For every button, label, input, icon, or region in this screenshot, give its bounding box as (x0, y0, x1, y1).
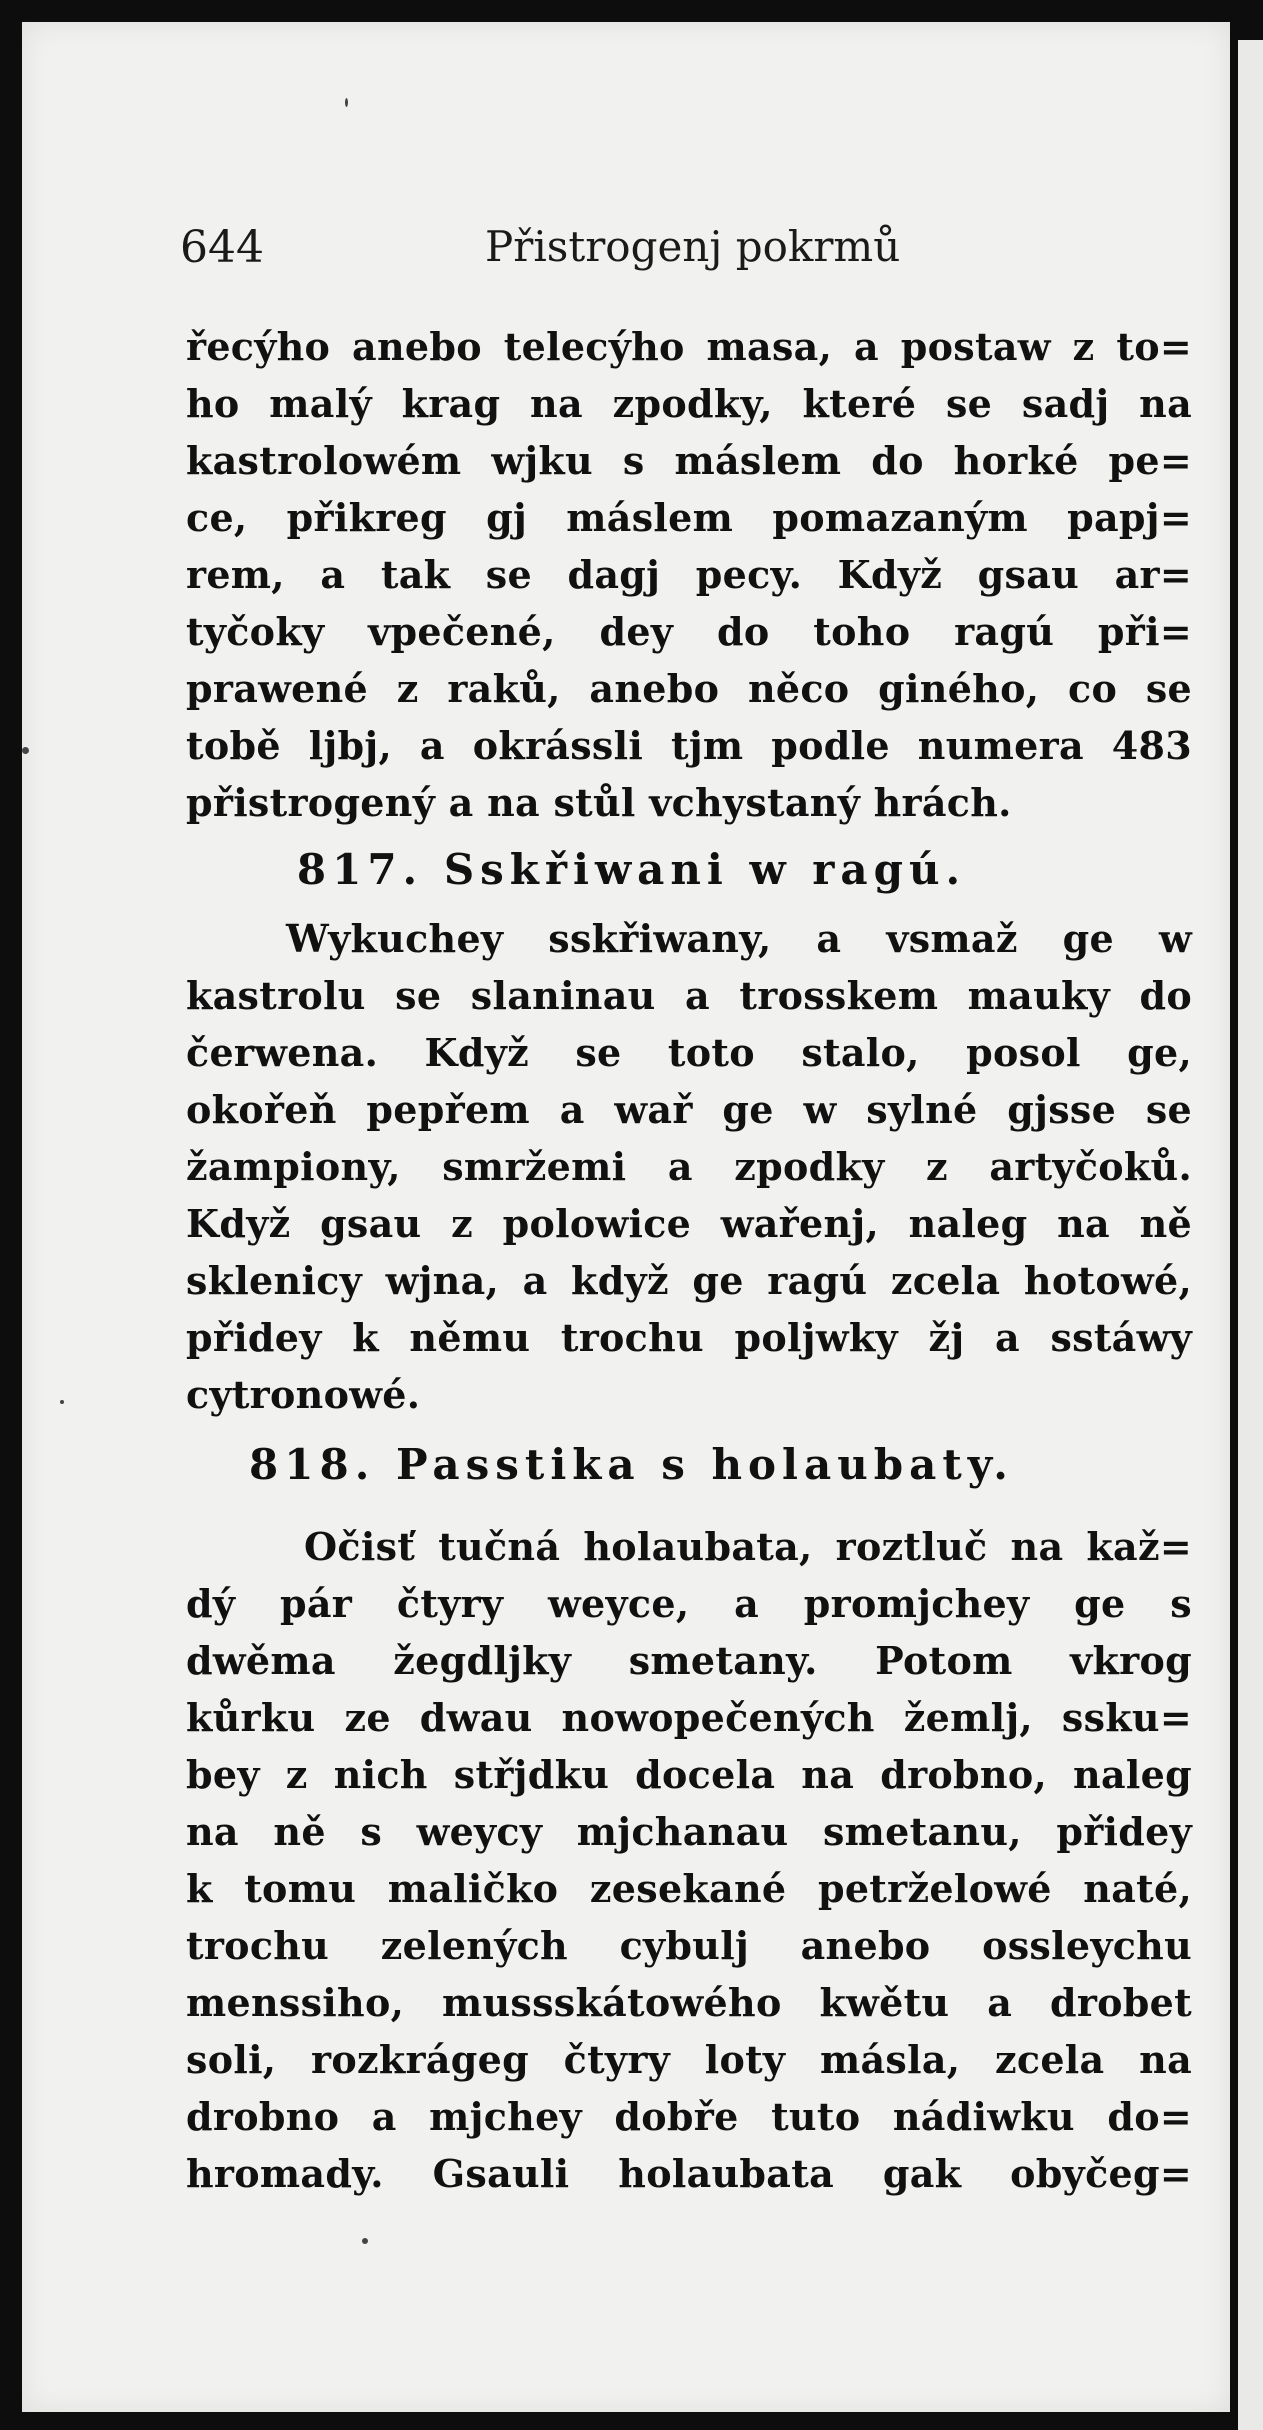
text-line: Očisť tučná holaubata, roztluč na kaž= (304, 1524, 1192, 1569)
text-line: dý pár čtyry weyce, a promjchey ge s (186, 1581, 1192, 1626)
text-line: kastrolu se slaninau a trosskem mauky do (186, 973, 1192, 1018)
text-line: přidey k němu trochu poljwky žj a sstáwy (186, 1315, 1192, 1360)
text-line: sklenicy wjna, a když ge ragú zcela hotowé, (186, 1258, 1192, 1303)
recipe-heading-818 (0, 1440, 1263, 1489)
text-line: soli, rozkrágeg čtyry loty másla, zcela na (186, 2037, 1192, 2082)
text-line: Wykuchey sskřiwany, a vsmaž ge w (286, 916, 1192, 961)
text-line: cytronowé. (186, 1372, 421, 1417)
page-number: 644 (180, 222, 264, 273)
text-line: ho malý krag na zpodky, které se sadj na (186, 381, 1192, 426)
text-line: bey z nich střjdku docela na drobno, naleg (186, 1752, 1192, 1797)
print-speck (60, 1400, 64, 1404)
text-line: okořeň pepřem a wař ge w sylné gjsse se (186, 1087, 1192, 1132)
text-line: k tomu maličko zesekané petrželowé naté, (186, 1866, 1192, 1911)
text-line: menssiho, mussskátowého kwětu a drobet (186, 1980, 1192, 2025)
text-line: žampiony, smržemi a zpodky z artyčoků. (186, 1144, 1192, 1189)
recipe-number: 818. (249, 1440, 376, 1489)
text-line: kůrku ze dwau nowopečených žemlj, ssku= (186, 1695, 1192, 1740)
print-speck (362, 2238, 368, 2244)
text-line: řecýho anebo telecýho masa, a postaw z to= (186, 324, 1192, 369)
next-page-edge (1238, 40, 1263, 2430)
text-line: prawené z raků, anebo něco giného, co se (186, 666, 1192, 711)
print-speck (345, 98, 348, 107)
text-line: Když gsau z polowice wařenj, naleg na ně (186, 1201, 1192, 1246)
recipe-heading-817 (0, 845, 1263, 894)
print-speck (22, 747, 29, 754)
text-line: ce, přikreg gj máslem pomazaným papj= (186, 495, 1192, 540)
text-line: čerwena. Když se toto stalo, posol ge, (186, 1030, 1192, 1075)
text-line: drobno a mjchey dobře tuto nádiwku do= (186, 2094, 1192, 2139)
text-line: přistrogený a na stůl vchystaný hrách. (186, 780, 1012, 825)
running-head: Přistrogenj pokrmů (485, 222, 901, 271)
text-line: kastrolowém wjku s máslem do horké pe= (186, 438, 1192, 483)
text-line: hromady. Gsauli holaubata gak obyčeg= (186, 2151, 1192, 2196)
text-line: tobě ljbj, a okrássli tjm podle numera 483 (186, 723, 1192, 768)
text-line: dwěma žegdljky smetany. Potom vkrog (186, 1638, 1192, 1683)
recipe-body-818 (186, 1518, 1192, 2202)
text-line: rem, a tak se dagj pecy. Když gsau ar= (186, 552, 1192, 597)
text-line: tyčoky vpečené, dey do toho ragú při= (186, 609, 1192, 654)
recipe-title: Sskřiwani w ragú. (443, 845, 967, 894)
page-header (180, 222, 1180, 282)
recipe-body-817 (186, 910, 1192, 1423)
recipe-number: 817. (296, 845, 424, 894)
text-line: na ně s weycy mjchanau smetanu, přidey (186, 1809, 1192, 1854)
continuation-paragraph (186, 318, 1192, 831)
recipe-title: Passtika s holaubaty. (395, 1440, 1014, 1489)
text-line: trochu zelených cybulj anebo ossleychu (186, 1923, 1192, 1968)
